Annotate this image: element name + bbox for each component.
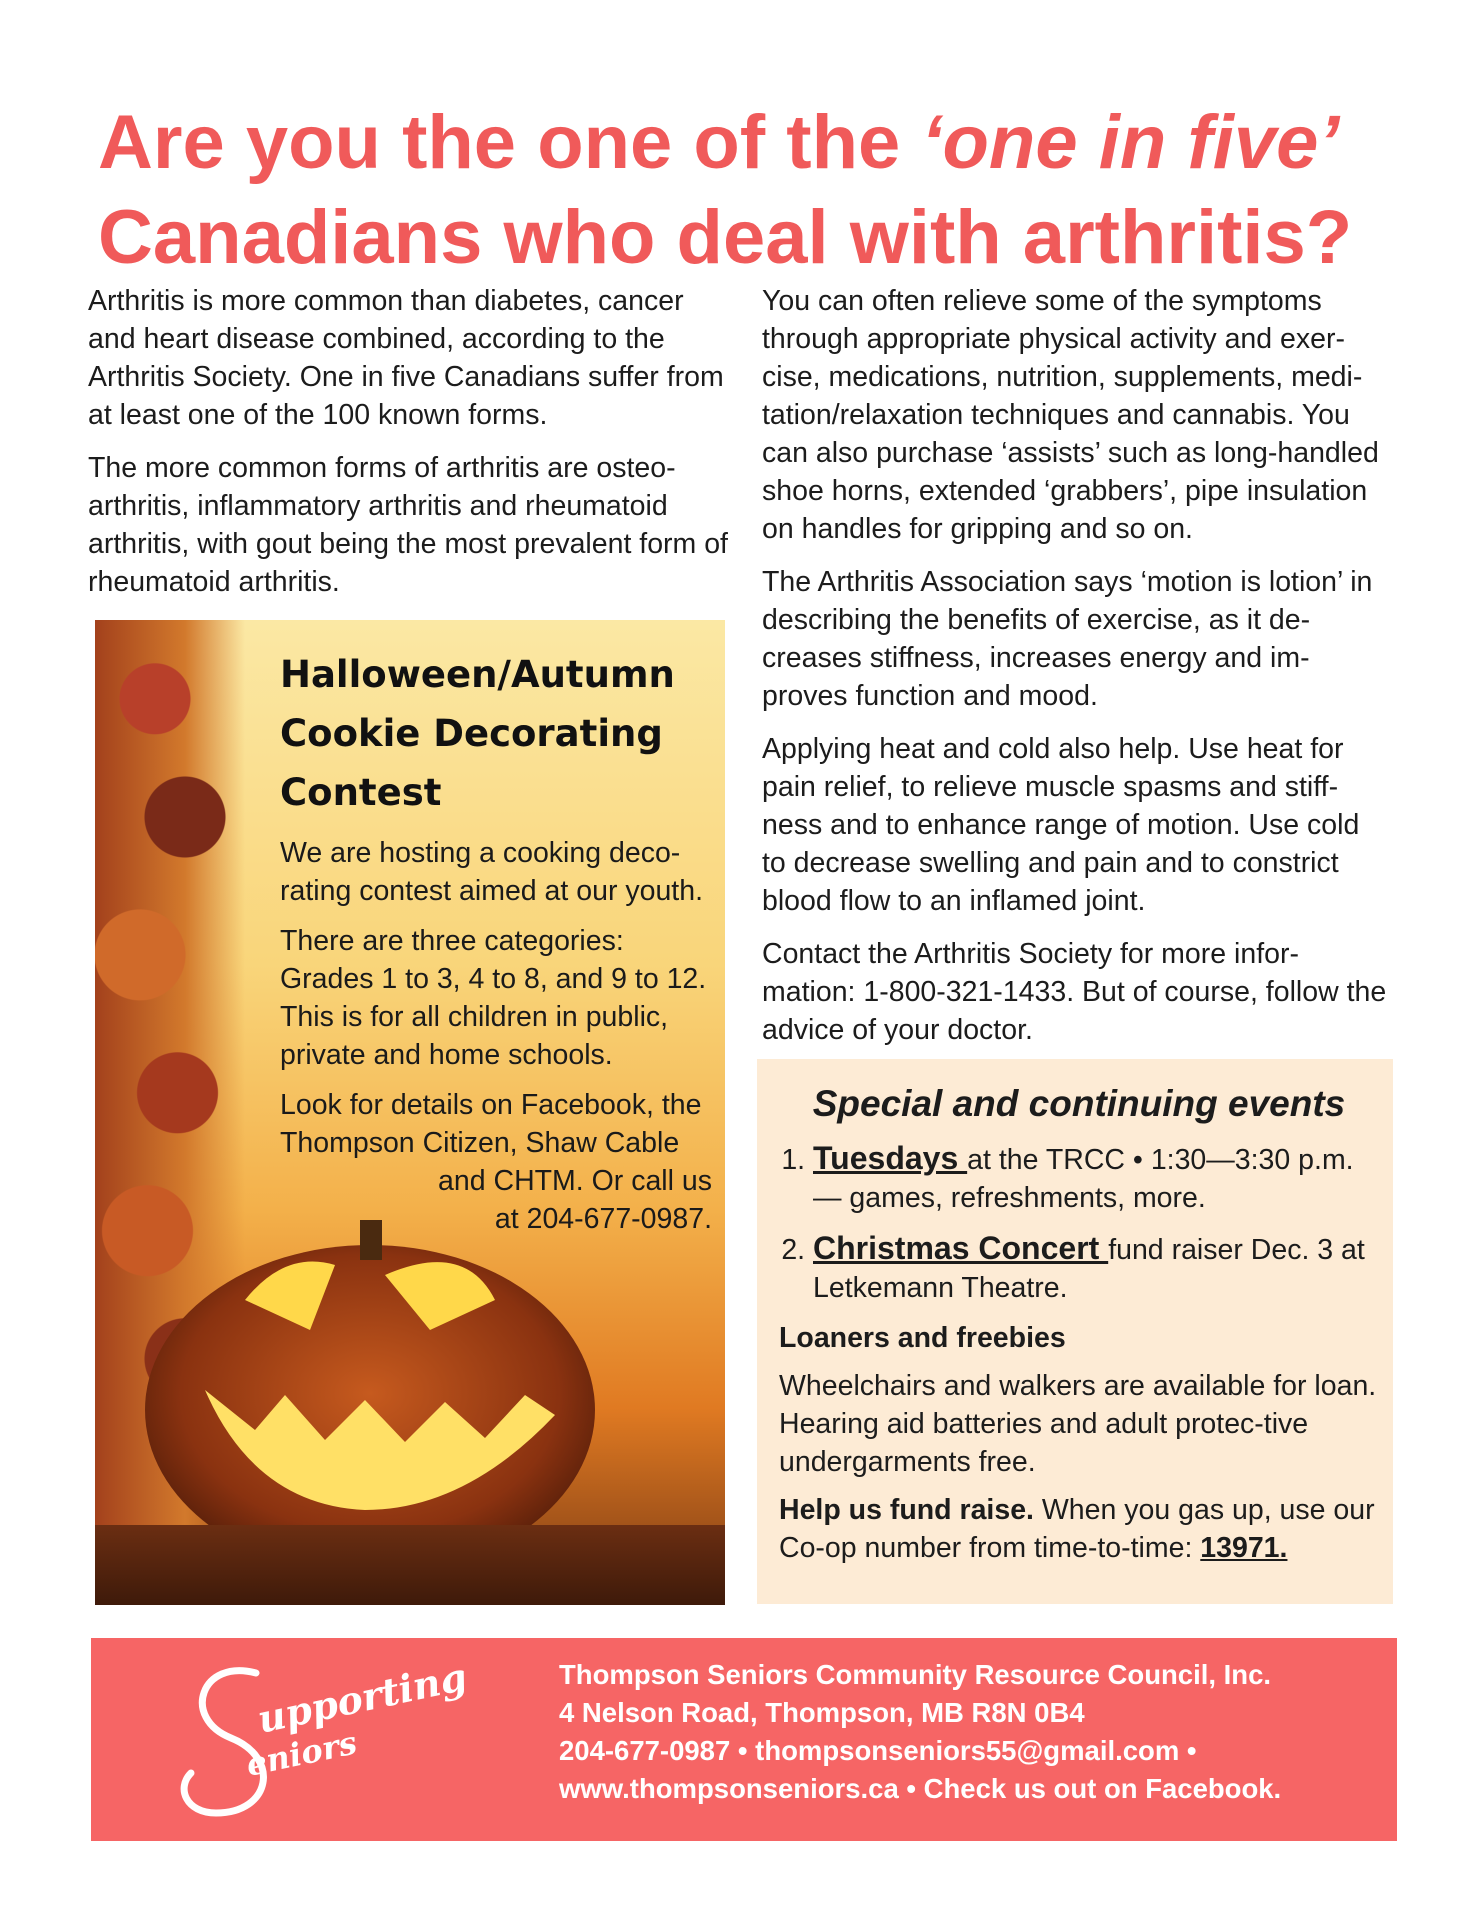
headline-line2: Canadians who deal with arthritis? xyxy=(98,195,1353,280)
footer-banner xyxy=(91,1638,1397,1841)
contest-title-line-2: Cookie Decorating xyxy=(280,712,663,755)
contest-title-line-3: Contest xyxy=(280,771,442,814)
event-item xyxy=(813,1229,1379,1307)
right-paragraph-1: You can often relieve some of the symptoms through appropriate physical activity and exer-cise, medications, nutrition, supplements, medi-tation/relaxation techniques and cannabis. You can also purchase ‘assists’ such as long-handled shoe horns, extended ‘grabbers’, pipe insulation on handles for gripping and so on. xyxy=(762,285,1379,545)
halloween-contest-panel xyxy=(95,620,725,1605)
headline xyxy=(98,95,1418,285)
contest-title xyxy=(280,645,720,822)
fundraise-body: When you gas up, use our Co-op number from time-to-time: xyxy=(779,1494,1375,1564)
contest-title-line-1: Halloween/Autumn xyxy=(280,653,675,696)
event-name: Christmas Concert xyxy=(813,1230,1109,1266)
events-title: Special and continuing events xyxy=(812,1083,1346,1124)
logo-text-2: eniors xyxy=(242,1723,361,1784)
events-list xyxy=(779,1139,1379,1307)
event-detail: fund raiser Dec. 3 at Letkemann Theatre. xyxy=(813,1234,1365,1304)
events-box xyxy=(757,1059,1393,1604)
loaners-heading: Loaners and freebies xyxy=(779,1322,1066,1354)
coop-number: 13971. xyxy=(1200,1532,1288,1564)
right-paragraph-3: Applying heat and cold also help. Use heat for pain relief, to relieve muscle spasms and stiff-ness and to enhance range of motion. Use cold to decrease swelling and pain and to constrict blood flow to an inflamed joint. xyxy=(762,733,1360,917)
left-column xyxy=(88,282,728,616)
org-phone-email: 204-677-0987 • thompsonseniors55@gmail.com • xyxy=(559,1735,1197,1766)
org-name: Thompson Seniors Community Resource Council, Inc. xyxy=(559,1659,1272,1690)
footer-contact xyxy=(559,1656,1379,1808)
supporting-seniors-logo xyxy=(161,1648,471,1833)
contest-text xyxy=(280,645,720,1238)
wooden-ground-image xyxy=(95,1525,725,1605)
jack-o-lantern-image xyxy=(135,1180,605,1580)
org-address: 4 Nelson Road, Thompson, MB R8N 0B4 xyxy=(559,1697,1085,1728)
contest-paragraph-2: There are three categories: Grades 1 to 3, 4 to 8, and 9 to 12. This is for all children in public, private and home schools. xyxy=(280,925,707,1071)
contest-paragraph-3 xyxy=(280,1086,720,1162)
event-name: Tuesdays xyxy=(813,1140,968,1176)
right-column xyxy=(762,282,1387,1064)
contest-paragraph-1: We are hosting a cooking deco-rating contest aimed at our youth. xyxy=(280,837,703,907)
event-detail: at the TRCC • 1:30—3:30 p.m. — games, refreshments, more. xyxy=(813,1144,1354,1214)
contest-call-line-1: and CHTM. Or call us xyxy=(438,1165,712,1197)
contest-details-text: Look for details on Facebook, the Thompson Citizen, Shaw Cable xyxy=(280,1089,702,1159)
fundraise-bold: Help us fund raise. xyxy=(779,1494,1034,1526)
contest-call-line-2: at 204-677-0987. xyxy=(494,1203,712,1235)
left-paragraph-2: The more common forms of arthritis are osteo-arthritis, inflammatory arthritis and rheumatoid arthritis, with gout being the most prevalent form of rheumatoid arthritis. xyxy=(88,452,728,598)
org-website-facebook: www.thompsonseniors.ca • Check us out on Facebook. xyxy=(559,1773,1282,1804)
loaners-text: Wheelchairs and walkers are available for loan. Hearing aid batteries and adult protec-tive undergarments free. xyxy=(779,1370,1377,1478)
left-paragraph-1: Arthritis is more common than diabetes, cancer and heart disease combined, according to the Arthritis Society. One in five Canadians suffer from at least one of the 100 known forms. xyxy=(88,285,724,431)
right-paragraph-4: Contact the Arthritis Society for more infor-mation: 1-800-321-1433. But of course, follow the advice of your doctor. xyxy=(762,938,1387,1046)
event-item xyxy=(813,1139,1379,1217)
fundraise-text xyxy=(779,1491,1379,1567)
headline-emphasis: ‘one in five’ xyxy=(921,100,1340,185)
logo-text-1: upporting xyxy=(253,1653,471,1742)
right-paragraph-2: The Arthritis Association says ‘motion is lotion’ in describing the benefits of exercise, as it de-creases stiffness, increases energy and im-proves function and mood. xyxy=(762,566,1373,712)
headline-line1-start: Are you the one of the xyxy=(98,100,922,185)
